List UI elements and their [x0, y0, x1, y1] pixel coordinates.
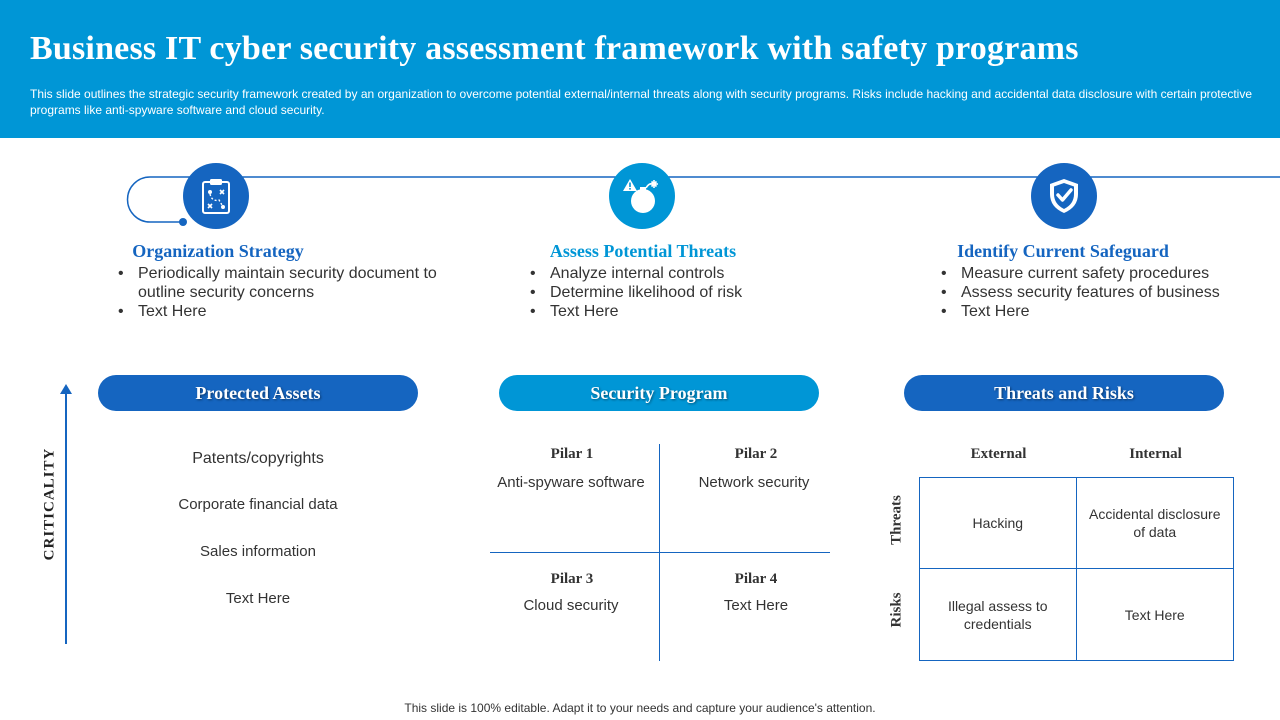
- threat-bomb-icon: [609, 163, 675, 229]
- pillar-label: Pilar 2: [734, 446, 778, 462]
- pillar-text: Text Here: [723, 597, 789, 614]
- matrix-column-header: Internal: [1129, 446, 1182, 462]
- asset-item: Text Here: [225, 590, 291, 607]
- criticality-axis: [65, 390, 67, 644]
- pillar-text: Cloud security: [523, 597, 619, 614]
- criticality-label: CRITICALITY: [41, 447, 58, 561]
- strategy-clipboard-icon: [183, 163, 249, 229]
- pillar-text: Anti-spyware software: [497, 474, 645, 491]
- pillar-divider-horizontal: [490, 552, 830, 553]
- bullet-item: • Text Here: [530, 302, 850, 321]
- asset-item: Patents/copyrights: [192, 450, 324, 467]
- bullet-item: • Text Here: [118, 302, 458, 321]
- stage-title: Organization Strategy: [132, 241, 304, 261]
- header-banner: [0, 0, 1280, 138]
- stage-bullets: [530, 264, 850, 321]
- asset-item: Sales information: [200, 543, 316, 560]
- page-subtitle: This slide outlines the strategic security framework created by an organization to overcome potential external/internal threats along with security programs. Risks include hacking and accidental data disclosure with certain protective programs like anti-spyware software and cloud security.: [30, 87, 1252, 117]
- matrix-row-header: Threats: [888, 495, 905, 545]
- bullet-item: • Text Here: [941, 302, 1261, 321]
- bullet-item: • Measure current safety procedures: [941, 264, 1261, 283]
- threats-risks-matrix: [919, 477, 1234, 661]
- security-program-header: Security Program: [499, 375, 819, 411]
- pillar-label: Pilar 1: [550, 446, 594, 462]
- pillar-text: Network security: [698, 474, 810, 491]
- matrix-cell: Text Here: [1124, 606, 1185, 623]
- bullet-item: • Analyze internal controls: [530, 264, 850, 283]
- stage-title: Identify Current Safeguard: [957, 241, 1169, 261]
- stage-bullets: [941, 264, 1261, 321]
- pillar-label: Pilar 4: [734, 571, 778, 587]
- threats-risks-header: Threats and Risks: [904, 375, 1224, 411]
- protected-assets-header: Protected Assets: [98, 375, 418, 411]
- stage-organization-strategy: [118, 241, 458, 321]
- matrix-cell: Illegal assess to credentials: [920, 569, 1077, 660]
- asset-item: Corporate financial data: [178, 496, 338, 513]
- bullet-item: • Assess security features of business: [941, 283, 1261, 302]
- matrix-cell: Accidental disclosure of data: [1077, 478, 1234, 569]
- page-title: Business IT cyber security assessment framework with safety programs: [30, 30, 1079, 67]
- footer-note: This slide is 100% editable. Adapt it to your needs and capture your audience's attention.: [404, 701, 876, 715]
- stage-title: Assess Potential Threats: [549, 241, 737, 261]
- matrix-row-header: Risks: [888, 592, 905, 628]
- stage-bullets: [118, 264, 458, 321]
- matrix-cell: Hacking: [920, 478, 1077, 569]
- matrix-column-header: External: [970, 446, 1027, 462]
- pillar-label: Pilar 3: [550, 571, 594, 587]
- bullet-item: • Determine likelihood of risk: [530, 283, 850, 302]
- stage-assess-threats: [530, 241, 850, 321]
- stage-identify-safeguard: [941, 241, 1261, 321]
- bullet-item: • Periodically maintain security document to outline security concerns: [118, 264, 458, 302]
- shield-check-icon: [1031, 163, 1097, 229]
